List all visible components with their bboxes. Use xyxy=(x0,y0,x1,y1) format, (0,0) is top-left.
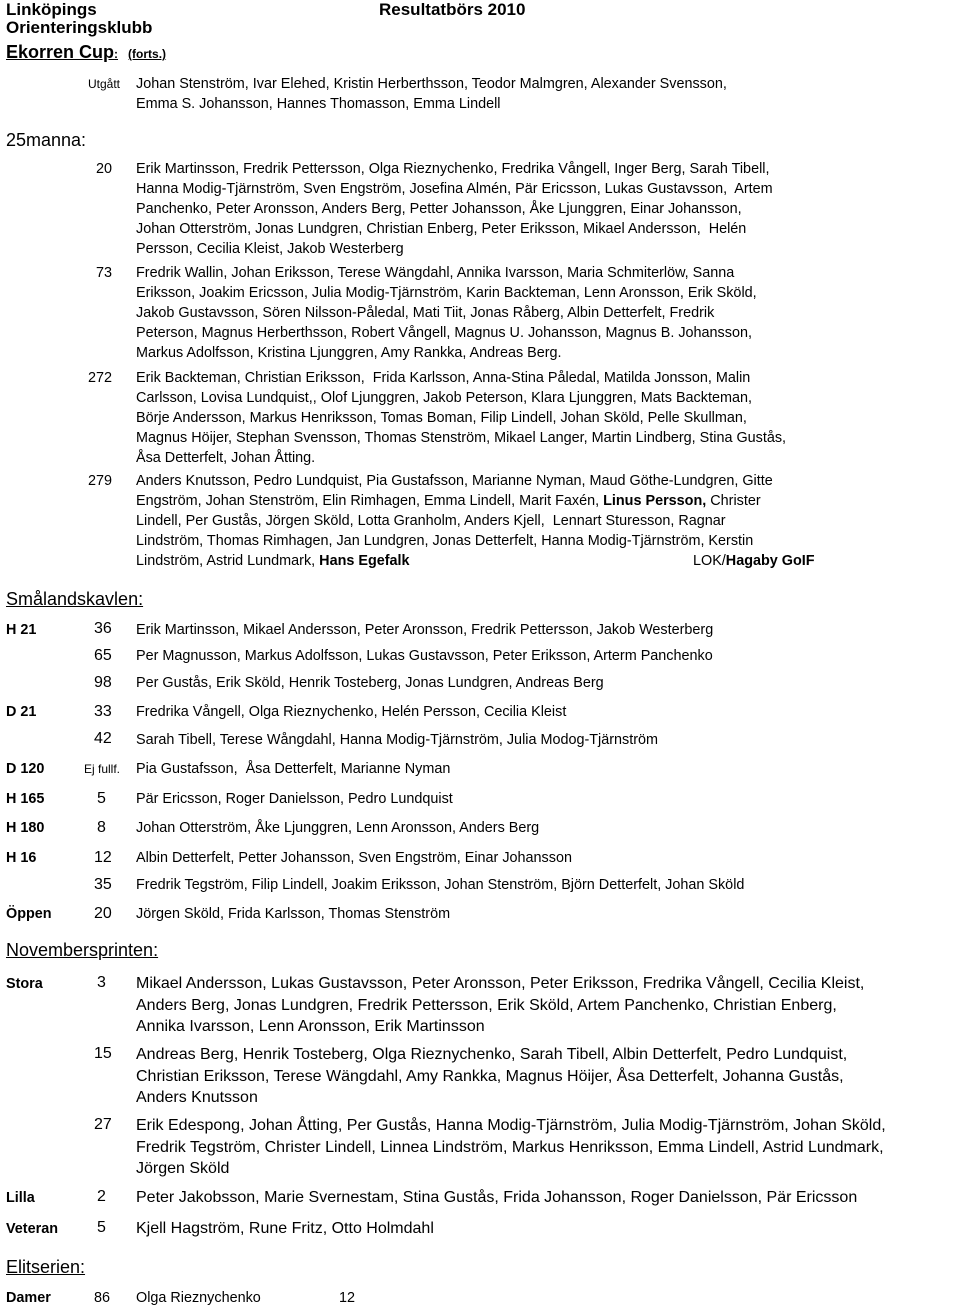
elit-title: Elitserien: xyxy=(6,1257,86,1277)
manna25-entry-line: Lindström, Thomas Rimhagen, Jan Lundgren, Jonas Detterfelt, Hanna Modig-Tjärnström, Kerstin xyxy=(136,533,754,549)
smaland-class: H 180 xyxy=(6,820,45,836)
manna25-entry-line: Jakob Gustavsson, Sören Nilsson-Påledal, Mati Tiit, Jonas Råberg, Albin Detterfelt, Fredrik xyxy=(136,305,715,321)
smaland-rank: 33 xyxy=(94,703,112,720)
november-rank: 3 xyxy=(97,974,106,991)
manna25-entry-line: Eriksson, Joakim Ericsson, Julia Modig-Tjärnström, Karin Backteman, Lenn Aronsson, Erik Sköld, xyxy=(136,285,757,301)
smaland-names: Johan Otterström, Åke Ljunggren, Lenn Aronsson, Anders Berg xyxy=(136,820,540,836)
november-names-line: Annika Ivarsson, Lenn Aronsson, Erik Martinsson xyxy=(136,1018,485,1035)
november-names-line: Erik Edespong, Johan Åtting, Per Gustås, Hanna Modig-Tjärnström, Julia Modig-Tjärnström, Johan Sköld, xyxy=(136,1117,886,1134)
november-rank: 27 xyxy=(94,1116,112,1133)
smaland-rank: 42 xyxy=(94,730,112,747)
club-credit xyxy=(693,551,815,571)
ekorren-line-2: Emma S. Johansson, Hannes Thomasson, Emma Lindell xyxy=(136,96,501,112)
club-name-line1: Linköpings xyxy=(6,0,97,19)
smaland-class: H 21 xyxy=(6,622,37,638)
smaland-rank: 65 xyxy=(94,647,112,664)
smaland-names: Fredrik Tegström, Filip Lindell, Joakim Eriksson, Johan Stenström, Björn Detterfelt, Johan Sköld xyxy=(136,877,745,893)
manna25-entry-text: Lindström, Astrid Lundmark, xyxy=(136,553,320,569)
november-names-line: Andreas Berg, Henrik Tosteberg, Olga Rieznychenko, Sarah Tibell, Albin Detterfelt, Pedro Lundquist, xyxy=(136,1046,848,1063)
club-credit-name: Hagaby GoIF xyxy=(725,553,815,569)
club-name-line2: Orienteringsklubb xyxy=(6,18,153,37)
manna25-entry-line: Erik Backteman, Christian Eriksson, Frida Karlsson, Anna-Stina Påledal, Matilda Jonsson, Malin xyxy=(136,370,751,386)
smaland-class: Öppen xyxy=(6,906,52,922)
smaland-names: Jörgen Sköld, Frida Karlsson, Thomas Stenström xyxy=(136,906,451,922)
elit-name: Olga Rieznychenko xyxy=(136,1290,261,1306)
november-names-line: Kjell Hagström, Rune Fritz, Otto Holmdahl xyxy=(136,1220,434,1237)
ekorren-title: Ekorren Cup xyxy=(6,42,115,62)
manna25-entry-line: Lindell, Per Gustås, Jörgen Sköld, Lotta Granholm, Anders Kjell, Lennart Sturesson, Ragnar xyxy=(136,513,726,529)
november-names-line: Christian Eriksson, Terese Wängdahl, Amy Rankka, Magnus Höijer, Åsa Detterfelt, Johanna Gustås, xyxy=(136,1068,844,1085)
elit-rank: 86 xyxy=(94,1290,111,1306)
manna25-entry-text: Christer xyxy=(706,493,761,509)
smaland-names: Pär Ericsson, Roger Danielsson, Pedro Lundquist xyxy=(136,791,453,807)
smaland-class: D 21 xyxy=(6,704,37,720)
manna25-entry-line: Hanna Modig-Tjärnström, Sven Engström, Josefina Almén, Pär Ericsson, Lukas Gustavsson, Artem xyxy=(136,181,773,197)
manna25-entry-line: Peterson, Magnus Herberthsson, Robert Vångell, Magnus U. Johansson, Magnus B. Johansson, xyxy=(136,325,752,341)
november-class: Stora xyxy=(6,976,43,992)
manna25-entry-line: Persson, Cecilia Kleist, Jakob Westerberg xyxy=(136,241,404,257)
november-title: Novembersprinten: xyxy=(6,940,159,960)
smaland-class: D 120 xyxy=(6,761,45,777)
november-class: Veteran xyxy=(6,1221,58,1237)
manna25-rank-20: 20 xyxy=(95,161,112,177)
smaland-rank: Ej fullf. xyxy=(84,762,121,776)
smaland-rank: 35 xyxy=(94,876,112,893)
november-rank: 2 xyxy=(97,1188,106,1205)
club-credit-prefix: LOK/ xyxy=(693,553,726,569)
manna25-entry-bold-name: Hans Egefalk xyxy=(319,553,410,569)
smaland-names: Fredrika Vångell, Olga Rieznychenko, Helén Persson, Cecilia Kleist xyxy=(136,704,567,720)
ekorren-label: Utgått xyxy=(88,77,121,91)
manna25-rank-272: 272 xyxy=(87,370,112,386)
november-rank: 15 xyxy=(94,1045,112,1062)
smaland-rank: 20 xyxy=(94,905,112,922)
smaland-rank: 5 xyxy=(97,790,106,807)
smaland-names: Per Gustås, Erik Sköld, Henrik Tosteberg, Jonas Lundgren, Andreas Berg xyxy=(136,675,604,691)
november-class: Lilla xyxy=(6,1190,35,1206)
manna25-entry-line: Magnus Höijer, Stephan Svensson, Thomas Stenström, Mikael Langer, Martin Lindberg, Stina Gustås, xyxy=(136,430,787,446)
manna25-entry-line: Johan Otterström, Jonas Lundgren, Christian Enberg, Peter Eriksson, Mikael Andersson, Helén xyxy=(136,221,747,237)
smaland-names: Per Magnusson, Markus Adolfsson, Lukas Gustavsson, Peter Eriksson, Arterm Panchenko xyxy=(136,648,713,664)
smaland-names: Erik Martinsson, Mikael Andersson, Peter Aronsson, Fredrik Pettersson, Jakob Westerberg xyxy=(136,622,714,638)
manna25-entry-bold-name: Linus Persson, xyxy=(603,493,707,509)
smaland-rank: 98 xyxy=(94,674,112,691)
ekorren-line-1: Johan Stenström, Ivar Elehed, Kristin Herberthsson, Teodor Malmgren, Alexander Svensson, xyxy=(136,76,727,92)
manna25-rank-279: 279 xyxy=(87,473,112,489)
smaland-title: Smålandskavlen: xyxy=(6,589,144,609)
manna25-entry-line-mixed xyxy=(136,491,761,511)
manna25-entry-line-mixed xyxy=(136,551,410,571)
manna25-entry-text: Engström, Johan Stenström, Elin Rimhagen, Emma Lindell, Marit Faxén, xyxy=(136,493,604,509)
smaland-rank: 36 xyxy=(94,620,112,637)
smaland-rank: 12 xyxy=(94,849,112,866)
november-names-line: Mikael Andersson, Lukas Gustavsson, Peter Aronsson, Peter Eriksson, Fredrika Vångell, Cecilia Kleist, xyxy=(136,975,865,992)
ekorren-colon: : xyxy=(114,47,119,61)
page-title: Resultatbörs 2010 xyxy=(379,0,526,19)
smaland-names: Albin Detterfelt, Petter Johansson, Sven Engström, Einar Johansson xyxy=(136,850,572,866)
smaland-rank: 8 xyxy=(97,819,106,836)
smaland-class: H 16 xyxy=(6,850,37,866)
elit-class: Damer xyxy=(6,1290,51,1306)
november-names-line: Anders Berg, Jonas Lundgren, Fredrik Pettersson, Erik Sköld, Artem Panchenko, Christian Enberg, xyxy=(136,997,837,1014)
november-names-line: Anders Knutsson xyxy=(136,1089,258,1106)
smaland-names: Sarah Tibell, Terese Wångdahl, Hanna Modig-Tjärnström, Julia Modog-Tjärnström xyxy=(136,732,659,748)
november-names-line: Peter Jakobsson, Marie Svernestam, Stina Gustås, Frida Johansson, Roger Danielsson, Pär Ericsson xyxy=(136,1189,858,1206)
manna25-entry-line: Åsa Detterfelt, Johan Åtting. xyxy=(136,450,316,466)
manna25-title: 25manna: xyxy=(6,130,87,150)
smaland-names: Pia Gustafsson, Åsa Detterfelt, Marianne Nyman xyxy=(136,761,451,777)
november-rank: 5 xyxy=(97,1219,106,1236)
november-names-line: Fredrik Tegström, Christer Lindell, Linnea Lindström, Markus Henriksson, Emma Lindell, Astrid Lundmark, xyxy=(136,1139,884,1156)
manna25-entry-line: Erik Martinsson, Fredrik Pettersson, Olga Rieznychenko, Fredrika Vångell, Inger Berg, Sarah Tibell, xyxy=(136,161,770,177)
manna25-entry-line: Panchenko, Peter Aronsson, Anders Berg, Petter Johansson, Åke Ljunggren, Einar Johansson, xyxy=(136,201,742,217)
manna25-entry-line: Börje Andersson, Markus Henriksson, Tomas Boman, Filip Lindell, Johan Sköld, Pelle Skullman, xyxy=(136,410,747,426)
ekorren-forts: (forts.) xyxy=(128,47,167,61)
manna25-entry-line: Markus Adolfsson, Kristina Ljunggren, Amy Rankka, Andreas Berg. xyxy=(136,345,562,361)
smaland-class: H 165 xyxy=(6,791,45,807)
november-names-line: Jörgen Sköld xyxy=(136,1160,230,1177)
manna25-entry-line: Fredrik Wallin, Johan Eriksson, Terese Wängdahl, Annika Ivarsson, Maria Schmiterlöw, Sanna xyxy=(136,265,735,281)
ekorren-heading xyxy=(6,42,166,63)
manna25-entry-line: Carlsson, Lovisa Lundquist,, Olof Ljunggren, Jakob Peterson, Klara Ljunggren, Mats Backteman, xyxy=(136,390,752,406)
manna25-entry-line: Anders Knutsson, Pedro Lundquist, Pia Gustafsson, Marianne Nyman, Maud Göthe-Lundgren, Gitte xyxy=(136,473,773,489)
manna25-rank-73: 73 xyxy=(95,265,112,281)
elit-extra: 12 xyxy=(339,1290,356,1306)
